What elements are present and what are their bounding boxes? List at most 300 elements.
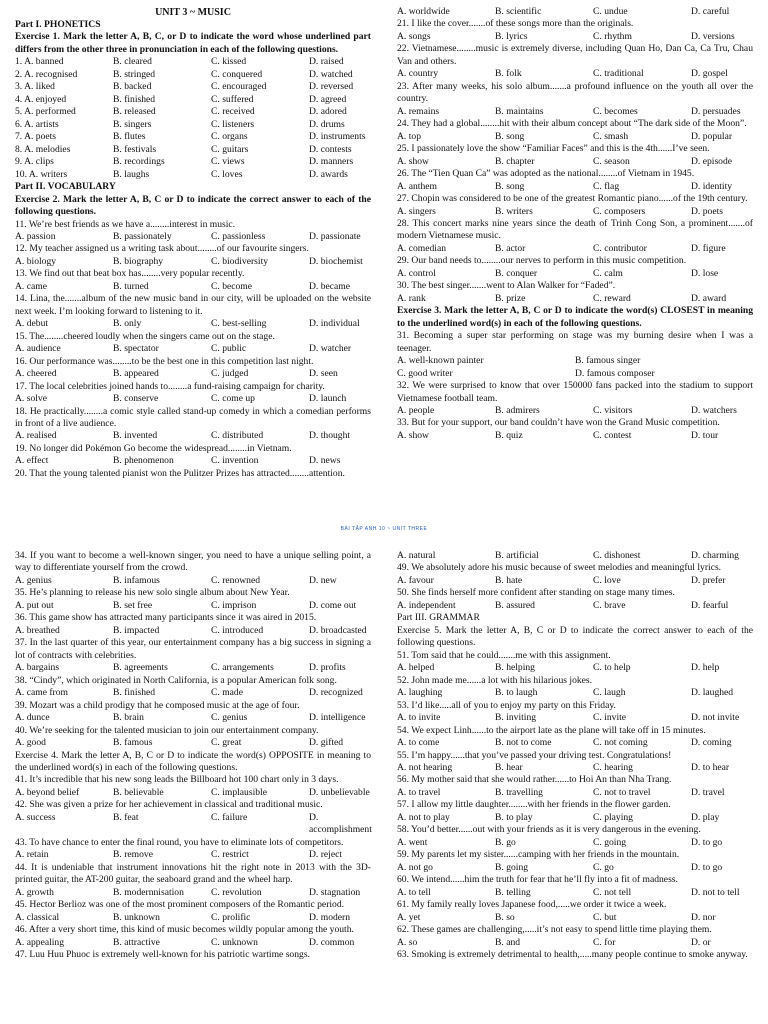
answer-option: C. love	[593, 574, 621, 586]
question-text: 56. My mother said that she would rather......to Hoi An than Nha Trang.	[397, 774, 672, 786]
answer-option: B. hate	[495, 574, 523, 586]
answer-option: D. help	[691, 662, 720, 674]
question-text: 22. Vietnamese........music is extremely diverse, including Quan Ho, Dan Ca, Ca Tru, Chau Van and others.	[397, 43, 753, 67]
question-text: 32. We were surprised to know that over 150000 fans packed into the stadium to support Vietnamese football team.	[397, 380, 753, 404]
answer-option: C. season	[593, 155, 630, 167]
answer-options-row	[15, 156, 371, 168]
answer-option: C. kissed	[211, 56, 247, 68]
question-text: 44. It is undeniable that instrument innovations hit the right note in 2013 with the 3D-printed guitar, the AT-200 guitar, the seaboard grand and the wheel harp.	[15, 861, 371, 886]
answer-option: A. yet	[397, 911, 421, 923]
answer-option: D. lose	[691, 267, 719, 279]
answer-option: C. go	[593, 861, 614, 873]
answer-option: D. launch	[309, 393, 347, 405]
answer-option: A. control	[397, 267, 436, 279]
answer-option: C. unknown	[211, 936, 258, 948]
answer-option: A. show	[397, 155, 429, 167]
answer-options-row	[397, 575, 753, 587]
section-heading: Part I. PHONETICS	[15, 19, 101, 30]
question-text: 45. Hector Berlioz was one of the most prominent composers of the Romantic period.	[15, 899, 345, 911]
answer-option: C. failure	[211, 811, 248, 823]
answer-option: B. impacted	[113, 624, 160, 636]
question-text: 40. We’re seeking for the talented musician to join our entertainment company.	[15, 724, 319, 736]
answer-option: D. not to tell	[691, 886, 740, 898]
question-text: 33. But for your support, our band couldn’t have won the Grand Music competition.	[397, 417, 720, 429]
answer-option: D. became	[309, 280, 351, 292]
question-text: 63. Smoking is extremely detrimental to health,.....many people continue to smoke anyway.	[397, 949, 748, 960]
answer-option: B. festivals	[113, 143, 157, 155]
answer-option: A. singers	[397, 205, 436, 217]
answer-option: B. invented	[113, 430, 158, 442]
answer-option: C. organs	[211, 131, 248, 143]
question-text: 14. Lina, the.......album of the new music band in our city, will be uploaded on the website next week. I’m looking forward to listening to it.	[15, 293, 371, 317]
answer-option: C. to help	[593, 662, 631, 674]
answer-options-row	[15, 912, 371, 924]
answer-option: B. inviting	[495, 712, 537, 724]
answer-options-row	[15, 56, 371, 68]
answer-option: B. quiz	[495, 429, 523, 441]
answer-option: B. only	[113, 318, 142, 330]
answer-options-row	[397, 550, 753, 562]
answer-options-row	[15, 343, 371, 355]
exercise-instruction: Exercise 3. Mark the letter A, B, C or D to indicate the word(s) CLOSEST in meaning to the underlined word(s) in each of the following questions.	[397, 305, 753, 329]
answer-option: C. loves	[211, 168, 243, 180]
question-text: 41. It’s incredible that his new song leads the Billboard hot 100 chart only in 3 days.	[15, 774, 339, 786]
column-top-right	[397, 6, 753, 442]
question-text: 54. We expect Linh......to the airport late as the plane will take off in 15 minutes.	[397, 724, 706, 736]
question-text: 19. No longer did Pokémon Go become the widespread........in Vietnam.	[15, 442, 292, 454]
answer-option: D. famous composer	[575, 367, 655, 379]
answer-option: C. reward	[593, 292, 631, 304]
answer-option: D. contests	[309, 143, 352, 155]
answer-option: B. passionately	[113, 230, 172, 242]
answer-options-row	[15, 737, 371, 749]
answer-option: D. or	[691, 936, 711, 948]
answer-option: D. careful	[691, 6, 730, 17]
question-text: 34. If you want to become a well-known singer, you need to have a unique selling point, a way to differentiate yourself from the crowd.	[15, 550, 371, 574]
answer-option: C. passionless	[211, 230, 266, 242]
answer-option: A. well-known painter	[397, 355, 484, 367]
worksheet-title: UNIT 3 ~ MUSIC	[155, 7, 231, 18]
question-text: Exercise 5. Mark the letter A, B, C or D to indicate the correct answer to each of the following questions.	[397, 624, 753, 649]
question-text: 21. I like the cover.......of these songs more than the originals.	[397, 18, 634, 30]
answer-options-row	[15, 231, 371, 243]
answer-option: A. laughing	[397, 687, 443, 699]
answer-options-row	[15, 455, 371, 467]
answer-option: D. coming	[691, 737, 732, 749]
answer-option: B. admirers	[495, 405, 540, 416]
answer-option: C. calm	[593, 267, 623, 279]
answer-option: 3. A. liked	[15, 81, 55, 93]
answer-option: B. to play	[495, 811, 533, 823]
answer-option: C. introduced	[211, 624, 264, 636]
answer-option: D. reversed	[309, 81, 354, 93]
question-text: 18. He practically........a comic style called stand-up comedy in which a comedian performs in front of a live audience.	[15, 405, 371, 429]
answer-options-row	[15, 94, 371, 106]
answer-option: D. accomplishment	[309, 811, 372, 836]
answer-options-row	[15, 712, 371, 724]
answer-options-row	[15, 625, 371, 637]
answer-options-row	[397, 712, 753, 724]
answer-options-row	[397, 106, 753, 118]
answer-option: B. singers	[113, 118, 152, 130]
answer-options-row	[397, 355, 753, 367]
answer-options-row	[397, 887, 753, 899]
answer-option: A. not go	[397, 861, 433, 873]
answer-option: C. composers	[593, 205, 646, 217]
question-text: 53. I’d like.....all of you to enjoy my party on this Friday.	[397, 699, 616, 711]
answer-option: B. folk	[495, 68, 522, 80]
answer-option: 4. A. enjoyed	[15, 93, 67, 105]
answer-options-row	[15, 849, 371, 861]
answer-option: C. implausible	[211, 786, 267, 798]
answer-option: A. effect	[15, 455, 49, 467]
answer-option: B. lyrics	[495, 30, 528, 42]
answer-options-row	[15, 662, 371, 674]
answer-option: C. guitars	[211, 143, 249, 155]
answer-option: A. genius	[15, 574, 52, 586]
answer-option: D. news	[309, 455, 341, 467]
answer-option: B. and	[495, 936, 521, 948]
answer-option: 6. A. artists	[15, 118, 59, 130]
answer-option: D. reject	[309, 849, 343, 861]
answer-option: C. contest	[593, 429, 632, 441]
question-text: 36. This game show has attracted many participants since it was aired in 2015.	[15, 612, 317, 624]
answer-options-row	[15, 131, 371, 143]
answer-option: C. not tell	[593, 886, 632, 898]
question-list	[15, 19, 371, 480]
answer-options-row	[15, 575, 371, 587]
question-text: 20. That the young talented pianist won the Pulitzer Prizes has attracted........attention.	[15, 467, 345, 479]
question-text: 47. Luu Huu Phuoc is extremely well-known for his patriotic wartime songs.	[15, 949, 310, 960]
answer-option: D. to hear	[691, 761, 730, 773]
question-text: 46. After a very short time, this kind of music becomes wildly popular among the youth.	[15, 924, 354, 936]
answer-options-row	[397, 156, 753, 168]
question-text: 57. I allow my little daughter........with her friends in the flower garden.	[397, 799, 671, 811]
answer-option: B. song	[495, 180, 525, 192]
answer-options-row	[15, 169, 371, 181]
answer-option: A. solve	[15, 393, 47, 405]
answer-option: B. conserve	[113, 393, 159, 405]
answer-option: D. recognized	[309, 687, 363, 699]
answer-option: C. great	[211, 737, 242, 749]
answer-option: D. episode	[691, 155, 733, 167]
question-text: 15. The........cheered loudly when the singers came out on the stage.	[15, 330, 275, 342]
question-text: 26. The “Tien Quan Ca” was adopted as the national........of Vietnam in 1945.	[397, 168, 695, 180]
answer-option: D. thought	[309, 430, 351, 442]
answer-option: C. for	[593, 936, 616, 948]
answer-option: C. not coming	[593, 737, 648, 749]
answer-option: B. go	[495, 836, 516, 848]
answer-option: B. unknown	[113, 911, 160, 923]
answer-options-row	[15, 393, 371, 405]
answer-option: D. gifted	[309, 737, 344, 749]
answer-options-row	[15, 600, 371, 612]
question-list	[397, 550, 753, 961]
answer-option: A. natural	[397, 550, 436, 561]
answer-option: D. versions	[691, 30, 735, 42]
answer-option: D. drums	[309, 118, 345, 130]
answer-options-row	[15, 318, 371, 330]
answer-option: A. cheered	[15, 368, 57, 380]
answer-option: C. rhythm	[593, 30, 632, 42]
question-list	[397, 6, 753, 442]
answer-option: A. country	[397, 68, 439, 80]
answer-option: 10. A. writers	[15, 168, 68, 180]
answer-option: A. realised	[15, 430, 57, 442]
answer-option: D. to go	[691, 861, 723, 873]
answer-option: B. flutes	[113, 131, 146, 143]
answer-options-row	[15, 787, 371, 799]
answer-options-row	[397, 243, 753, 255]
answer-option: A. worldwide	[397, 6, 450, 17]
answer-option: A. remains	[397, 105, 440, 117]
answer-option: B. turned	[113, 280, 149, 292]
answer-option: A. breathed	[15, 624, 60, 636]
answer-option: B. modernnisation	[113, 886, 184, 898]
question-text: 31. Becoming a super star performing on stage was my burning desire when I was a teenager.	[397, 330, 753, 354]
answer-options-row	[397, 368, 753, 380]
answer-option: D. individual	[309, 318, 360, 330]
answer-option: C. distributed	[211, 430, 264, 442]
answer-options-row	[397, 293, 753, 305]
answer-option: D. figure	[691, 242, 726, 254]
answer-option: C. good writer	[397, 367, 453, 379]
answer-option: C. visitors	[593, 405, 633, 416]
question-text: 11. We’re best friends as we have a........interest in music.	[15, 218, 236, 230]
question-text: 61. My family really loves Japanese food,.....we order it twice a week.	[397, 899, 667, 911]
question-text: 58. You’d better......out with your friends as it is very dangerous in the evening.	[397, 824, 701, 836]
column-top-left	[15, 6, 371, 480]
answer-option: C. come up	[211, 393, 255, 405]
answer-options-row	[15, 887, 371, 899]
answer-options-row	[397, 206, 753, 218]
question-text: 43. To have chance to enter the final round, you have to eliminate lots of competitors.	[15, 836, 344, 848]
page-bottom	[0, 550, 768, 1024]
answer-option: A. to tell	[397, 886, 431, 898]
answer-option: A. growth	[15, 886, 54, 898]
question-text: 52. John made me......a lot with his hilarious jokes.	[397, 674, 593, 686]
answer-options-row	[397, 662, 753, 674]
answer-option: B. going	[495, 861, 529, 873]
answer-options-row	[397, 31, 753, 43]
answer-option: A. so	[397, 936, 418, 948]
answer-options-row	[15, 687, 371, 699]
answer-option: A. to come	[397, 737, 440, 749]
answer-option: C. received	[211, 106, 255, 118]
answer-option: D. manners	[309, 156, 354, 168]
answer-option: B. stringed	[113, 68, 156, 80]
answer-options-row	[15, 106, 371, 118]
answer-option: A. not to play	[397, 811, 450, 823]
answer-option: C. dishonest	[593, 550, 641, 561]
answer-option: B. scientific	[495, 6, 542, 17]
answer-options-row	[15, 256, 371, 268]
answer-option: D. play	[691, 811, 720, 823]
answer-option: A. bargains	[15, 662, 60, 674]
answer-option: B. biography	[113, 255, 164, 267]
answer-option: B. backed	[113, 81, 152, 93]
answer-options-row	[397, 737, 753, 749]
answer-option: C. not to travel	[593, 786, 651, 798]
question-text: 55. I’m happy......that you’ve passed your driving test. Congratulations!	[397, 749, 672, 761]
answer-option: D. travel	[691, 786, 725, 798]
answer-option: D. popular	[691, 130, 733, 142]
answer-option: B. remove	[113, 849, 153, 861]
answer-options-row	[15, 81, 371, 93]
answer-option: D. charming	[691, 550, 739, 561]
answer-option: B. appeared	[113, 368, 159, 380]
question-text: 38. “Cindy”, which originated in North California, is a popular American folk song.	[15, 674, 337, 686]
answer-option: B. agreements	[113, 662, 168, 674]
exercise-instruction: Exercise 1. Mark the letter A, B, C, or D to indicate the word whose underlined part differs from the other three in pronunciation in each of the following questions.	[15, 31, 371, 55]
answer-option: D. identity	[691, 180, 733, 192]
answer-option: A. appealing	[15, 936, 65, 948]
answer-option: C. encouraged	[211, 81, 267, 93]
answer-option: 2. A. recognised	[15, 68, 78, 80]
answer-option: A. came from	[15, 687, 69, 699]
answer-option: 8. A. melodies	[15, 143, 71, 155]
question-text: 60. We intend......him the truth for fear that he’ll fly into a fit of madness.	[397, 874, 678, 886]
answer-option: B. believable	[113, 786, 164, 798]
answer-option: 5. A. performed	[15, 106, 76, 118]
answer-option: D. modern	[309, 911, 351, 923]
answer-option: D. intelligence	[309, 712, 366, 724]
answer-option: A. independent	[397, 599, 456, 611]
question-text: 24. They had a global........hit with their album concept about “The dark side of the Moon”.	[397, 118, 747, 130]
answer-options-row	[15, 69, 371, 81]
answer-options-row	[397, 762, 753, 774]
page-footer: BÀI TẬP ANH 10 ~ UNIT THREE	[340, 526, 428, 532]
question-text: 42. She was given a prize for her achievement in classical and traditional music.	[15, 799, 323, 811]
answer-option: B. maintains	[495, 105, 544, 117]
section-heading: Part II. VOCABULARY	[15, 181, 116, 193]
answer-options-row	[397, 912, 753, 924]
answer-options-row	[15, 144, 371, 156]
answer-option: D. come out	[309, 599, 357, 611]
answer-option: D. tour	[691, 429, 719, 441]
answer-option: A. success	[15, 811, 56, 823]
answer-option: C. brave	[593, 599, 626, 611]
answer-option: 7. A. poets	[15, 131, 57, 143]
answer-option: C. smash	[593, 130, 629, 142]
question-text: Exercise 4. Mark the letter A, B, C or D to indicate the word(s) OPPOSITE in meaning to the underlined word(s) in each of the following questions.	[15, 749, 371, 773]
question-text: 23. After many weeks, his solo album.......a profound influence on the youth all over the country.	[397, 80, 753, 105]
answer-option: D. agreed	[309, 93, 347, 105]
answer-option: D. prefer	[691, 574, 726, 586]
answer-options-row	[397, 787, 753, 799]
answer-option: C. genius	[211, 712, 248, 724]
answer-option: C. hearing	[593, 761, 633, 773]
answer-option: C. public	[211, 343, 247, 355]
answer-option: B. writers	[495, 205, 533, 217]
answer-options-row	[397, 687, 753, 699]
answer-option: D. biochemist	[309, 255, 363, 267]
question-text: 16. Our performance was........to be the best one in this competition last night.	[15, 355, 314, 367]
answer-option: B. finished	[113, 687, 156, 699]
answer-option: B. travelling	[495, 786, 543, 798]
answer-option: B. assured	[495, 599, 535, 611]
answer-option: C. invention	[211, 455, 259, 467]
answer-option: C. listeners	[211, 118, 255, 130]
answer-option: A. top	[397, 130, 421, 142]
answer-option: C. best-selling	[211, 318, 267, 330]
question-text: 13. We find out that beat box has........very popular recently.	[15, 268, 245, 280]
question-list	[15, 550, 371, 961]
answer-options-row	[397, 862, 753, 874]
answer-option: B. to laugh	[495, 687, 538, 699]
answer-options-row	[15, 368, 371, 380]
answer-option: C. conquered	[211, 68, 263, 80]
answer-option: C. made	[211, 687, 243, 699]
answer-option: B. telling	[495, 886, 531, 898]
answer-option: 1. A. banned	[15, 56, 64, 68]
answer-option: D. common	[309, 936, 355, 948]
answer-option: D. profits	[309, 662, 346, 674]
answer-option: B. so	[495, 911, 515, 923]
answer-option: B. not to come	[495, 737, 552, 749]
answer-option: A. to invite	[397, 712, 441, 724]
answer-options-row	[15, 119, 371, 131]
answer-option: B. hear	[495, 761, 523, 773]
answer-option: B. released	[113, 106, 156, 118]
answer-option: C. judged	[211, 368, 249, 380]
answer-option: A. favour	[397, 574, 434, 586]
question-text: 12. My teacher assigned us a writing task about........of our favourite singers.	[15, 243, 309, 255]
answer-option: B. actor	[495, 242, 526, 254]
answer-option: A. helped	[397, 662, 435, 674]
question-text: 30. The best singer.......went to Alan Walker for “Faded”.	[397, 280, 616, 292]
answer-options-row	[15, 937, 371, 949]
answer-option: C. traditional	[593, 68, 644, 80]
answer-option: A. debut	[15, 318, 49, 330]
answer-option: C. arrangements	[211, 662, 274, 674]
answer-option: D. passionate	[309, 230, 361, 242]
answer-option: C. renowned	[211, 574, 261, 586]
answer-options-row	[397, 131, 753, 143]
question-text: 50. She finds herself more confident after standing on stage many times.	[397, 587, 675, 599]
column-bottom-right	[397, 550, 753, 961]
answer-option: C. prolific	[211, 911, 251, 923]
answer-options-row	[397, 405, 753, 417]
answer-option: C. invite	[593, 712, 627, 724]
answer-option: C. becomes	[593, 105, 638, 117]
answer-option: A. retain	[15, 849, 49, 861]
answer-option: 9. A. clips	[15, 156, 54, 168]
answer-option: B. phenomenon	[113, 455, 174, 467]
answer-option: A. classical	[15, 911, 60, 923]
answer-option: A. put out	[15, 599, 54, 611]
answer-option: B. artificial	[495, 550, 539, 561]
answer-option: A. to travel	[397, 786, 441, 798]
question-text: 28. This concert marks nine years since the death of Trinh Cong Son, a prominent.......of modern Vietnamese music.	[397, 217, 753, 242]
answer-options-row	[397, 268, 753, 280]
question-text: 37. In the last quarter of this year, our entertainment company has a big success in signing a lot of contracts with celebrities.	[15, 637, 371, 661]
answer-option: D. instruments	[309, 131, 366, 143]
answer-option: D. raised	[309, 56, 344, 68]
answer-option: A. good	[15, 737, 46, 749]
answer-option: D. not invite	[691, 712, 740, 724]
answer-option: D. watchers	[691, 405, 737, 416]
answer-option: C. imprison	[211, 599, 257, 611]
answer-option: D. broadcasted	[309, 624, 367, 636]
question-text: 51. Tom said that he could.......me with this assignment.	[397, 649, 611, 661]
answer-option: D. watched	[309, 68, 353, 80]
answer-options-row	[397, 181, 753, 193]
answer-option: D. unbelievable	[309, 786, 370, 798]
answer-option: D. laughed	[691, 687, 734, 699]
answer-option: A. passion	[15, 230, 56, 242]
question-text: 35. He’s planning to release his new solo single album about New Year.	[15, 587, 290, 599]
